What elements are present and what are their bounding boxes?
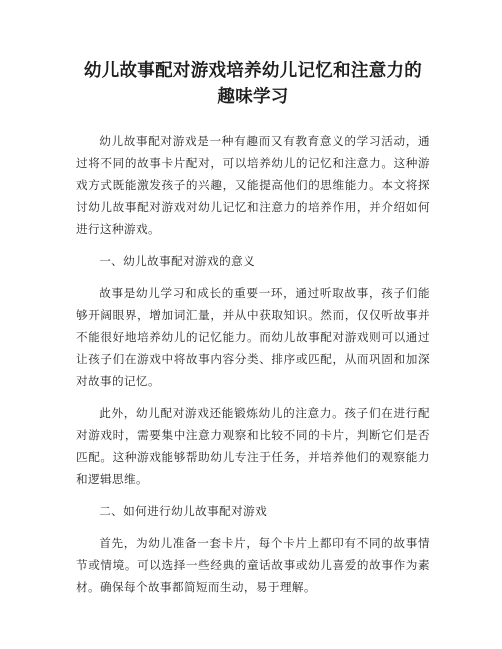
document-title: 幼儿故事配对游戏培养幼儿记忆和注意力的趣味学习 <box>83 61 423 107</box>
paragraph-meaning-1: 故事是幼儿学习和成长的重要一环，通过听取故事，孩子们能够开阔眼界，增加词汇量，并从中获取知识。然而，仅仅听故事并不能很好地培养幼儿的记忆能力。而幼儿故事配对游戏则可以通过让孩子们在游戏中将故事内容分类、排序或匹配，从而巩固和加深对故事的记忆。 <box>76 286 430 388</box>
paragraph-meaning-2: 此外，幼儿配对游戏还能锻炼幼儿的注意力。孩子们在进行配对游戏时，需要集中注意力观察和比较不同的卡片，判断它们是否匹配。这种游戏能够帮助幼儿专注于任务，并培养他们的观察能力和逻辑思维。 <box>76 406 430 486</box>
section-heading-2: 二、如何进行幼儿故事配对游戏 <box>99 504 268 518</box>
section-heading-1: 一、幼儿故事配对游戏的意义 <box>99 254 256 268</box>
paragraph-intro: 幼儿故事配对游戏是一种有趣而又有教育意义的学习活动，通过将不同的故事卡片配对，可以培养幼儿的记忆和注意力。这种游戏方式既能激发孩子的兴趣，又能提高他们的思维能力。本文将探讨幼儿故事配对游戏对幼儿记忆和注意力的培养作用，并介绍如何进行这种游戏。 <box>76 134 430 236</box>
document-body <box>76 130 430 598</box>
paragraph-howto-1: 首先，为幼儿准备一套卡片，每个卡片上都印有不同的故事情节或情境。可以选择一些经典的童话故事或幼儿喜爱的故事作为素材。确保每个故事都简短而生动，易于理解。 <box>76 536 430 594</box>
